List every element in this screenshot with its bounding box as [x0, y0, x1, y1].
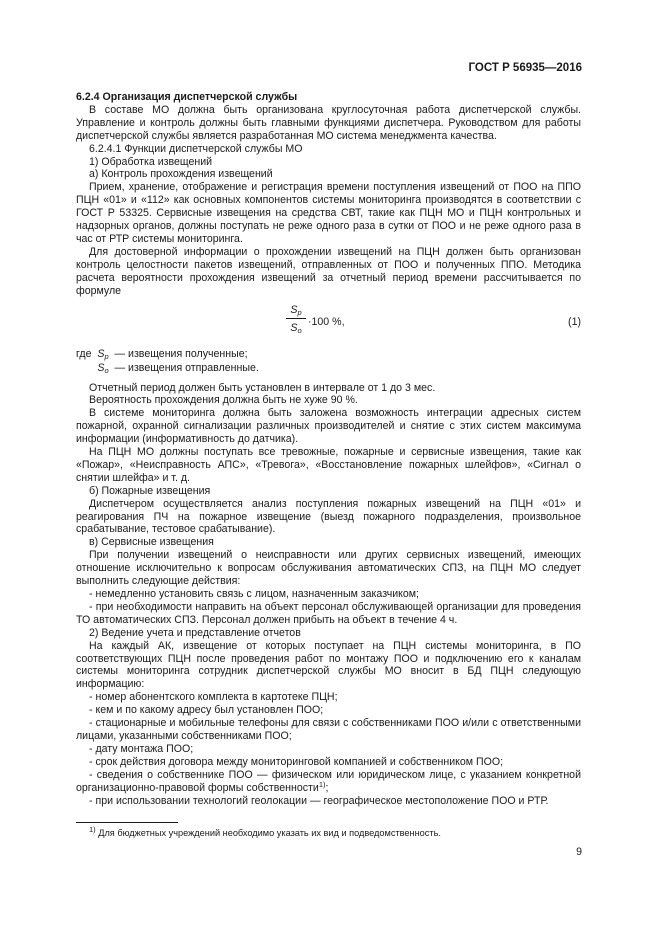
section-title: 6.2.4 Организация диспетчерской службы [76, 91, 298, 103]
formula-number: (1) [568, 315, 581, 328]
paragraph: 6.2.4.1 Функции диспетчерской службы МО [89, 142, 303, 155]
paragraph: б) Пожарные извещения [89, 484, 211, 497]
paragraph: При получении извещений о неисправности или других сервисных извещений, имеющих отношение исключительно к вопросам обслуживания автоматических СПЗ, на ПЦН МО следует выполнить следующие действия: [76, 549, 581, 588]
page-number: 9 [576, 846, 582, 858]
geolocation-item: - при использовании технологий геолокации — географическое местоположение ПОО и РТР. [89, 794, 549, 807]
paragraph: - срок действия договора между мониторинговой компанией и собственником ПОО; [89, 755, 504, 768]
fraction-numerator: $S_р$ [290, 303, 302, 317]
paragraphs-before [76, 104, 581, 298]
paragraph: - немедленно установить связь с лицом, назначенным заказчиком; [89, 588, 420, 600]
fraction [286, 304, 306, 336]
main-content [76, 91, 581, 807]
formula-1 [76, 304, 581, 344]
legend-row-received: где $S_р$ — извещения полученные; [76, 347, 248, 361]
paragraph: 2) Ведение учета и представление отчетов [89, 626, 301, 639]
formula-legend [76, 348, 581, 378]
paragraph: Диспетчером осуществляется анализ поступления пожарных извещений на ПЦН «01» и реагирования ПЧ на пожарное извещение (выезд пожарного подразделения, произвольное срабатывание, тестовое срабатывание). [76, 497, 581, 536]
paragraph: а) Контроль прохождения извещений [89, 168, 273, 181]
paragraph: На каждый АК, извещение от которых поступает на ПЦН системы мониторинга, в ПО соответствующих ПЦН после проведения работ по монтажу ПОО и подключению его к каналам системы мониторинга сотрудник диспетчерской службы МО вносит в БД ПЦН следующую информацию: [76, 639, 581, 691]
paragraph: Отчетный период должен быть установлен в интервале от 1 до 3 мес. [89, 381, 436, 394]
paragraph: Для достоверной информации о прохождении извещений на ПЦН должен быть организован контроль целостности пакетов извещений, отправленных от ПОО и полученных ППО. Методика расчета вероятности прохождения извещений за отчетный период времени рассчитывается по формуле [76, 245, 581, 297]
fraction-denominator: $S_о$ [290, 322, 302, 336]
paragraph: 1) Обработка извещений [89, 155, 213, 168]
paragraph: в) Сервисные извещения [89, 536, 214, 549]
footnote-separator [76, 822, 178, 823]
paragraphs-after [76, 382, 581, 769]
paragraph: В системе мониторинга должна быть заложена возможность интеграции адресных систем пожарной, охранной сигнализации различных производителей и снятие с этих систем максимума информации (информативность до датчика). [76, 407, 581, 446]
owner-item: - сведения о собственнике ПОО — физическом или юридическом лице, с указанием конкретной организационно-правовой формы собственности$^{1)}$; [76, 768, 581, 794]
footnote: $^{1)}$ Для бюджетных учреждений необходимо указать их вид и подведомственность. [89, 825, 441, 838]
paragraph: В составе МО должна быть организована круглосуточная работа диспетчерской службы. Управление и контроль должны быть главными функциями диспетчера. Руководством для работы диспетчерской службы является разработанная МО система менеджмента качества. [76, 103, 581, 142]
paragraph: - дату монтажа ПОО; [89, 742, 194, 755]
fraction-bar [286, 318, 306, 319]
paragraph: - при необходимости направить на объект персонал обслуживающей организации для проведения ТО автоматических СПЗ. Персонал должен прибыть на объект в течение 4 ч. [76, 600, 581, 626]
paragraph: - номер абонентского комплекта в картотеке ПЦН; [89, 691, 338, 704]
paragraph: На ПЦН МО должны поступать все тревожные, пожарные и сервисные извещения, такие как «Пожар», «Неисправность АПС», «Тревога», «Восстановление пожарных шлейфов», «Сигнал о снятии шлейфа» и т. д. [76, 446, 581, 484]
formula-multiplier: ·100 %, [308, 315, 345, 328]
paragraph: Вероятность прохождения должна быть не хуже 90 %. [89, 394, 358, 407]
legend-row-sent: $S_о$ — извещения отправленные. [97, 361, 259, 375]
paragraph: Прием, хранение, отображение и регистрация времени поступления извещений от ПОО на ППО ПЦН «01» и «112» как основных компонентов системы мониторинга производятся в соответствии с ГОСТ Р 53325. Сервисные извещения на средства СВТ, такие как ПЦН МО и ПЦН контрольных и надзорных органов, должны поступать не реже одного раза в сутки от ПОО и не реже одного раза в час от РТР системы мониторинга. [76, 181, 581, 245]
paragraph: - стационарные и мобильные телефоны для связи с собственниками ПОО и/или с ответственными лицами, указанными собственниками ПОО; [76, 717, 581, 742]
paragraph: - кем и по какому адресу был установлен ПОО; [89, 704, 324, 717]
document-code: ГОСТ Р 56935—2016 [468, 62, 582, 74]
